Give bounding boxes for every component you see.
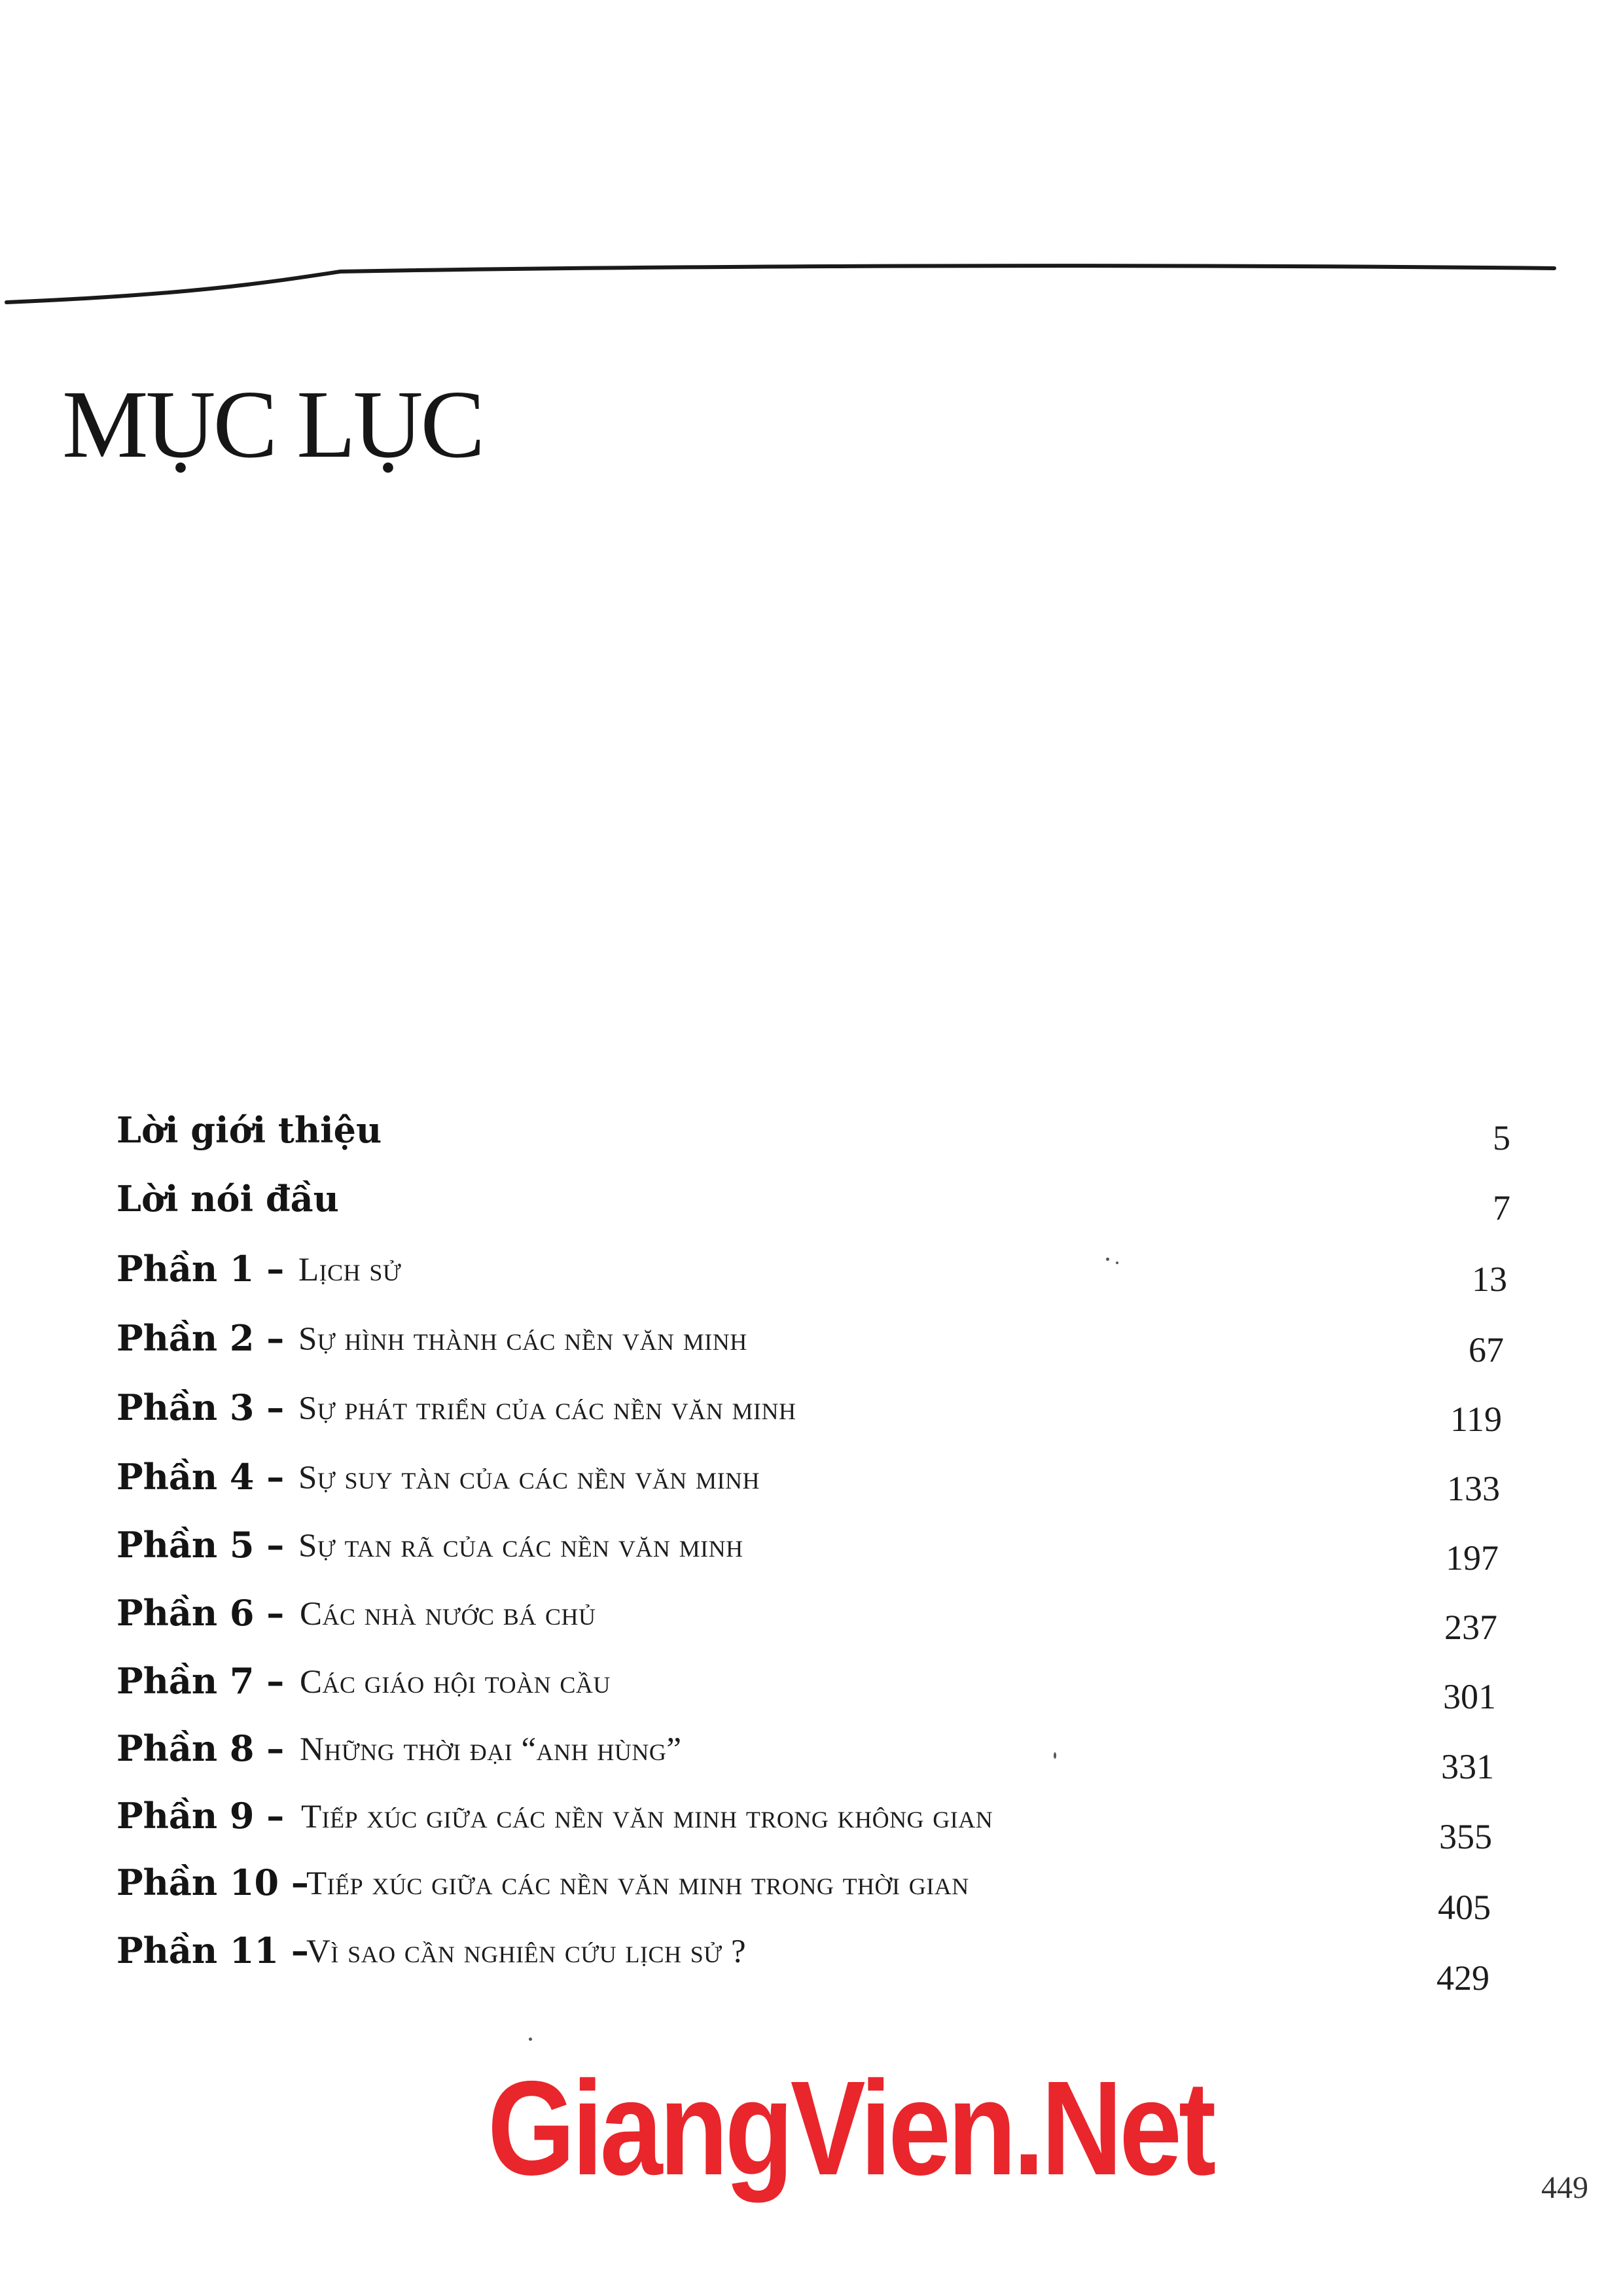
toc-entry-page: 197 <box>1446 1538 1499 1578</box>
header-rule <box>0 249 1623 327</box>
toc-entry[interactable] <box>116 1109 1517 1178</box>
table-of-contents <box>116 1109 1517 2028</box>
toc-entry[interactable] <box>116 1178 1517 1246</box>
toc-entry-title: Sự hình thành các nền văn minh <box>298 1321 747 1358</box>
toc-entry-title: Lịch sử <box>298 1252 402 1288</box>
toc-entry-label: Phần 5 – <box>116 1524 285 1566</box>
scan-speck <box>1116 1262 1118 1264</box>
toc-entry-label: Phần 7 – <box>116 1660 285 1702</box>
toc-entry-label: Phần 9 – <box>116 1795 285 1837</box>
toc-entry-page: 301 <box>1443 1677 1496 1716</box>
toc-entry-label: Phần 6 – <box>116 1592 285 1634</box>
toc-entry[interactable] <box>116 1727 1517 1796</box>
toc-entry-label: Phần 4 – <box>116 1456 285 1498</box>
toc-entry-title: Sự tan rã của các nền văn minh <box>298 1528 743 1564</box>
toc-entry[interactable] <box>116 1930 1517 1998</box>
toc-entry-page: 331 <box>1441 1747 1494 1786</box>
toc-entry-label: Phần 11 – <box>116 1930 309 1971</box>
toc-entry-title: Tiếp xúc giữa các nền văn minh trong không gian <box>301 1799 993 1835</box>
toc-entry-title: Vì sao cần nghiên cứu lịch sử ? <box>306 1934 747 1970</box>
watermark: GiangVien.Net <box>488 2053 1213 2203</box>
toc-entry[interactable] <box>116 1795 1517 1863</box>
toc-entry-label: Phần 2 – <box>116 1317 285 1359</box>
toc-entry-label: Phần 10 – <box>116 1862 309 1903</box>
page-title: MỤC LỤC <box>62 371 483 478</box>
toc-entry-title: Các nhà nước bá chủ <box>300 1596 596 1633</box>
toc-entry-page: 119 <box>1450 1400 1502 1439</box>
toc-entry[interactable] <box>116 1862 1517 1930</box>
toc-entry-page: 5 <box>1493 1118 1510 1157</box>
toc-entry[interactable] <box>116 1592 1517 1661</box>
toc-entry-label: Lời nói đầu <box>116 1178 339 1220</box>
scan-speck <box>1106 1258 1109 1261</box>
toc-entry-page: 237 <box>1444 1608 1497 1647</box>
toc-entry-label: Phần 3 – <box>116 1386 285 1428</box>
toc-entry-title: Sự suy tàn của các nền văn minh <box>298 1460 760 1496</box>
toc-entry-title: Sự phát triển của các nền văn minh <box>298 1390 796 1427</box>
toc-entry[interactable] <box>116 1660 1517 1729</box>
toc-entry-page: 355 <box>1439 1817 1492 1856</box>
toc-entry-title: Những thời đại “anh hùng” <box>300 1731 682 1768</box>
toc-entry-page: 7 <box>1493 1188 1510 1227</box>
scan-speck <box>1054 1752 1056 1759</box>
toc-entry-label: Phần 1 – <box>116 1248 285 1290</box>
page-number: 449 <box>1541 2170 1588 2205</box>
toc-entry[interactable] <box>116 1317 1517 1386</box>
toc-entry-label: Lời giới thiệu <box>116 1109 382 1151</box>
toc-entry[interactable] <box>116 1386 1517 1455</box>
toc-entry-page: 13 <box>1472 1260 1507 1299</box>
toc-entry-title: Tiếp xúc giữa các nền văn minh trong thời gian <box>306 1865 969 1902</box>
toc-entry[interactable] <box>116 1524 1517 1593</box>
toc-entry-page: 133 <box>1447 1469 1500 1508</box>
toc-entry-title: Các giáo hội toàn cầu <box>300 1664 611 1701</box>
toc-entry[interactable] <box>116 1248 1517 1316</box>
scan-speck <box>529 2038 532 2041</box>
toc-entry-label: Phần 8 – <box>116 1727 285 1769</box>
toc-entry-page: 429 <box>1436 1958 1489 1998</box>
toc-entry-page: 67 <box>1469 1330 1504 1369</box>
toc-entry[interactable] <box>116 1456 1517 1525</box>
toc-entry-page: 405 <box>1438 1888 1491 1927</box>
